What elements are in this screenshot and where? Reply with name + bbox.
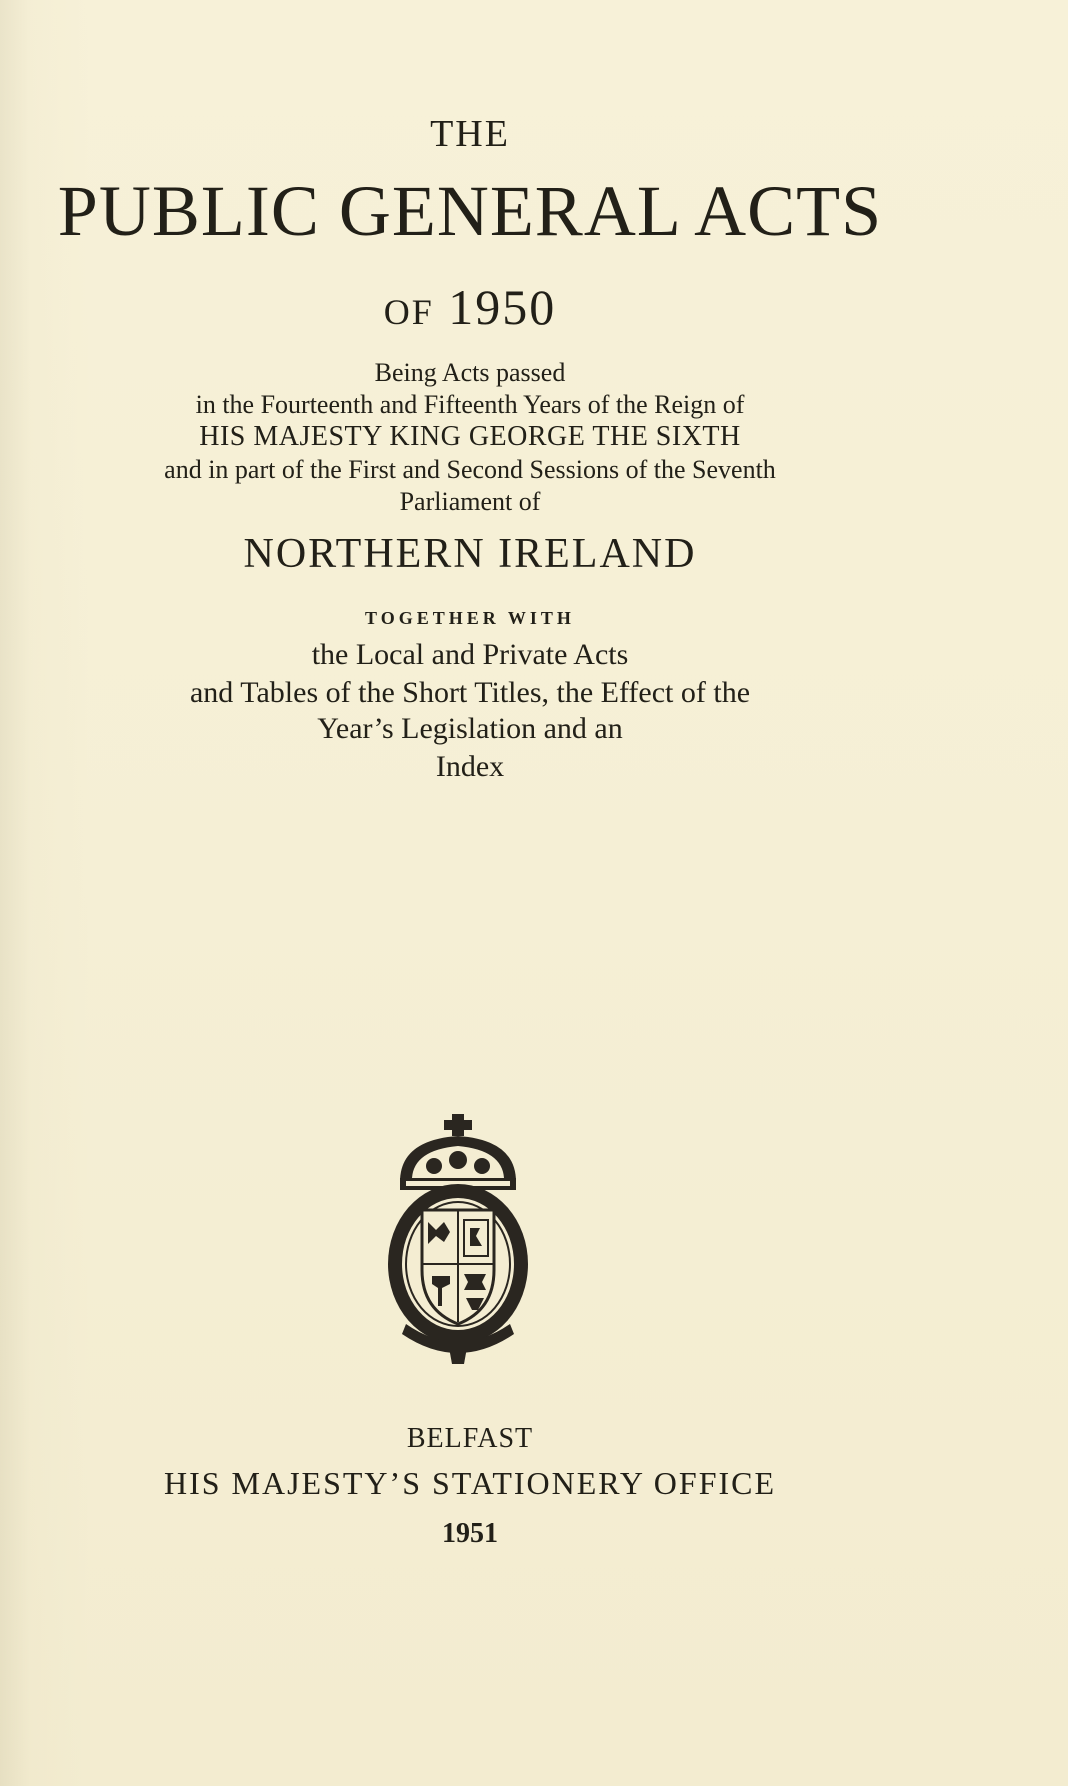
together-with: TOGETHER WITH bbox=[365, 608, 575, 628]
royal-coat-of-arms-icon bbox=[378, 1110, 538, 1366]
title-year-line bbox=[0, 278, 940, 336]
reign-line: in the Fourteenth and Fifteenth Years of the Reign of bbox=[195, 390, 745, 419]
title-the: THE bbox=[430, 113, 510, 155]
being-acts-passed: Being Acts passed bbox=[374, 358, 566, 387]
tables-line: and Tables of the Short Titles, the Effect of the bbox=[189, 676, 751, 709]
title-of: OF bbox=[383, 292, 434, 332]
imprint-city: BELFAST bbox=[406, 1423, 534, 1454]
years-legislation-line: Year’s Legislation and an bbox=[317, 712, 623, 745]
monarch-name: HIS MAJESTY KING GEORGE THE SIXTH bbox=[199, 421, 741, 452]
imprint-year: 1951 bbox=[442, 1518, 498, 1549]
imprint-publisher: HIS MAJESTY’S STATIONERY OFFICE bbox=[163, 1465, 777, 1501]
parliament-of: Parliament of bbox=[399, 487, 541, 516]
country-name: NORTHERN IRELAND bbox=[243, 531, 697, 577]
local-private-acts: the Local and Private Acts bbox=[311, 638, 629, 671]
title-year: 1950 bbox=[448, 279, 557, 335]
index-line: Index bbox=[435, 750, 505, 783]
sessions-line: and in part of the First and Second Sessions of the Seventh bbox=[164, 455, 776, 484]
main-title: PUBLIC GENERAL ACTS bbox=[57, 171, 883, 251]
